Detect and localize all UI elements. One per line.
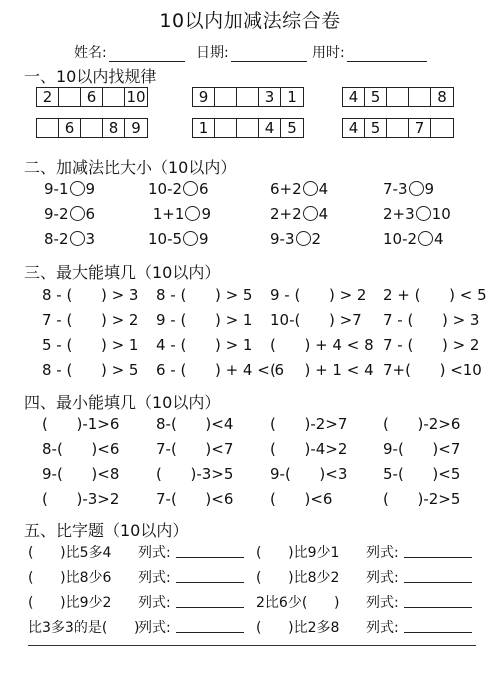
- min-fill-item[interactable]: 9-( )<3: [270, 465, 348, 483]
- section5-title: 五、比字题（10以内）: [24, 521, 189, 540]
- sequence-blank-cell[interactable]: [237, 119, 259, 137]
- min-fill-item[interactable]: ( )-2>7: [270, 415, 348, 433]
- compare-expression: 7-3: [383, 180, 408, 198]
- section1-title: 一、10以内找规律: [24, 67, 157, 86]
- compare-circle-blank[interactable]: [303, 206, 318, 221]
- compare-expression: 10-2: [383, 230, 418, 248]
- formula-blank[interactable]: [404, 582, 472, 583]
- compare-row: [0, 228, 500, 250]
- max-fill-item[interactable]: 6 - ( ) + 4 < 6: [156, 361, 285, 379]
- compare-circle-blank[interactable]: [70, 181, 85, 196]
- date-label: 日期:: [196, 45, 229, 61]
- compare-circle-blank[interactable]: [70, 206, 85, 221]
- compare-value: 4: [318, 180, 329, 198]
- min-fill-item[interactable]: 9-( )<8: [42, 465, 120, 483]
- min-fill-item[interactable]: ( )-3>5: [156, 465, 234, 483]
- sequence-number-cell: 8: [103, 119, 125, 137]
- sequence-blank-cell[interactable]: [215, 119, 237, 137]
- sequence-number-cell: 2: [37, 88, 59, 106]
- compare-expression: 2+2: [270, 205, 302, 223]
- min-fill-item[interactable]: 8-( )<6: [42, 440, 120, 458]
- sequence-number-cell: 9: [193, 88, 215, 106]
- max-fill-row: [0, 359, 500, 381]
- compare-circle-blank[interactable]: [185, 206, 200, 221]
- sequence-blank-cell[interactable]: [237, 88, 259, 106]
- compare-expression: 9-1: [44, 180, 69, 198]
- sequence-number-cell: 4: [259, 119, 281, 137]
- section2-title: 二、加减法比大小（10以内）: [24, 158, 237, 177]
- compare-item: [270, 203, 328, 225]
- sequence-number-cell: 4: [343, 88, 365, 106]
- compare-item: [270, 178, 328, 200]
- formula-label: 列式:: [138, 620, 171, 636]
- compare-circle-blank[interactable]: [303, 181, 318, 196]
- compare-item: [44, 203, 95, 225]
- formula-blank[interactable]: [404, 557, 472, 558]
- min-fill-row: [0, 488, 500, 510]
- max-fill-item[interactable]: 2 + ( ) < 5: [383, 286, 487, 304]
- word-problem-question[interactable]: ( )比8少6: [28, 570, 112, 586]
- compare-value: 3: [85, 230, 96, 248]
- compare-item: [148, 203, 211, 225]
- compare-expression: 6+2: [270, 180, 302, 198]
- compare-value: 9: [85, 180, 96, 198]
- sequence-boxes: [36, 118, 148, 138]
- sequence-boxes: [342, 118, 454, 138]
- sequence-boxes: [192, 118, 304, 138]
- compare-expression: 2+3: [383, 205, 415, 223]
- formula-label: 列式:: [138, 545, 171, 561]
- min-fill-item[interactable]: ( )<6: [270, 490, 333, 508]
- max-fill-item[interactable]: 5 - ( ) > 1: [42, 336, 139, 354]
- max-fill-item[interactable]: 9 - ( ) > 1: [156, 311, 253, 329]
- compare-expression: 8-2: [44, 230, 69, 248]
- min-fill-item[interactable]: 5-( )<5: [383, 465, 461, 483]
- word-problem-row: [0, 617, 500, 639]
- formula-blank[interactable]: [176, 607, 244, 608]
- min-fill-item[interactable]: 8-( )<4: [156, 415, 234, 433]
- formula-label: 列式:: [366, 620, 399, 636]
- formula-blank[interactable]: [404, 607, 472, 608]
- compare-expression: 1+1: [148, 205, 185, 223]
- sequence-number-cell: 5: [287, 119, 297, 137]
- sequence-blank-cell[interactable]: [59, 88, 81, 106]
- compare-expression: 9-2: [44, 205, 69, 223]
- section4-title: 四、最小能填几（10以内）: [24, 393, 221, 412]
- max-fill-row: [0, 309, 500, 331]
- min-fill-item[interactable]: ( )-2>5: [383, 490, 461, 508]
- compare-circle-blank[interactable]: [183, 181, 198, 196]
- compare-expression: 9-3: [270, 230, 295, 248]
- sequence-number-cell: 10: [126, 88, 146, 106]
- sequence-blank-cell[interactable]: [387, 88, 409, 106]
- max-fill-row: [0, 284, 500, 306]
- sequence-number-cell: 1: [193, 119, 215, 137]
- word-problem-question[interactable]: 2比6少( ): [256, 595, 340, 611]
- max-fill-item[interactable]: 10-( ) >7: [270, 311, 362, 329]
- compare-expression: 10-2: [148, 180, 183, 198]
- formula-label: 列式:: [366, 595, 399, 611]
- word-problem-row: [0, 542, 500, 564]
- min-fill-item[interactable]: 7-( )<7: [156, 440, 234, 458]
- name-label: 姓名:: [74, 45, 107, 61]
- compare-item: [383, 228, 444, 250]
- compare-item: [148, 228, 209, 250]
- compare-expression: 10-5: [148, 230, 183, 248]
- compare-value: 6: [199, 180, 209, 198]
- name-blank[interactable]: [109, 47, 185, 62]
- compare-circle-blank[interactable]: [409, 181, 424, 196]
- formula-label: 列式:: [138, 595, 171, 611]
- date-blank[interactable]: [231, 47, 307, 62]
- max-fill-item[interactable]: 7 - ( ) > 2: [383, 336, 480, 354]
- time-field: [312, 42, 427, 62]
- compare-circle-blank[interactable]: [183, 231, 198, 246]
- word-problem-row: [0, 592, 500, 614]
- sequence-number-cell: 6: [59, 119, 81, 137]
- compare-item: [148, 178, 209, 200]
- sequence-number-cell: 7: [409, 119, 431, 137]
- sequence-boxes: [192, 87, 304, 107]
- compare-circle-blank[interactable]: [418, 231, 433, 246]
- sequence-boxes: [36, 87, 148, 107]
- max-fill-item[interactable]: 8 - ( ) > 5: [42, 361, 139, 379]
- formula-blank[interactable]: [176, 582, 244, 583]
- sequence-number-cell: 4: [343, 119, 365, 137]
- sequence-blank-cell[interactable]: [409, 88, 431, 106]
- max-fill-item[interactable]: 7 - ( ) > 2: [42, 311, 139, 329]
- min-fill-item[interactable]: 7-( )<6: [156, 490, 234, 508]
- min-fill-row: [0, 438, 500, 460]
- sequence-blank-cell[interactable]: [81, 119, 103, 137]
- min-fill-row: [0, 463, 500, 485]
- word-problem-question[interactable]: ( )比2多8: [256, 620, 340, 636]
- min-fill-item[interactable]: 9-( )<7: [383, 440, 461, 458]
- compare-row: [0, 203, 500, 225]
- formula-blank[interactable]: [176, 557, 244, 558]
- max-fill-item[interactable]: ( ) + 4 < 8: [270, 336, 374, 354]
- formula-label: 列式:: [366, 570, 399, 586]
- max-fill-item[interactable]: 7+( ) <10: [383, 361, 482, 379]
- max-fill-row: [0, 334, 500, 356]
- date-field: [196, 42, 307, 62]
- max-fill-item[interactable]: 8 - ( ) > 3: [42, 286, 139, 304]
- compare-value: 4: [434, 230, 444, 248]
- compare-value: 9: [199, 230, 209, 248]
- compare-value: 10: [431, 205, 451, 223]
- min-fill-item[interactable]: ( )-4>2: [270, 440, 348, 458]
- word-problem-row: [0, 567, 500, 589]
- min-fill-row: [0, 413, 500, 435]
- min-fill-item[interactable]: ( )-3>2: [42, 490, 120, 508]
- compare-value: 9: [424, 180, 435, 198]
- compare-value: 9: [201, 205, 211, 223]
- sequence-blank-cell[interactable]: [387, 119, 409, 137]
- time-blank[interactable]: [347, 47, 427, 62]
- sequence-row: [0, 87, 500, 107]
- max-fill-item[interactable]: ( ) + 1 < 4: [270, 361, 374, 379]
- formula-label: 列式:: [366, 545, 399, 561]
- min-fill-item[interactable]: ( )-1>6: [42, 415, 120, 433]
- name-field: [74, 42, 185, 62]
- worksheet-title: 10以内加减法综合卷: [159, 10, 341, 32]
- formula-label: 列式:: [138, 570, 171, 586]
- compare-circle-blank[interactable]: [296, 231, 311, 246]
- sequence-number-cell: 3: [259, 88, 281, 106]
- word-problem-question[interactable]: ( )比8少2: [256, 570, 340, 586]
- time-label: 用时:: [312, 45, 345, 61]
- max-fill-item[interactable]: 8 - ( ) > 5: [156, 286, 253, 304]
- sequence-blank-cell[interactable]: [431, 119, 453, 137]
- word-problem-question[interactable]: ( )比9少2: [28, 595, 112, 611]
- word-problem-question[interactable]: ( )比9少1: [256, 545, 340, 561]
- max-fill-item[interactable]: 7 - ( ) > 3: [383, 311, 480, 329]
- max-fill-item[interactable]: 4 - ( ) > 1: [156, 336, 253, 354]
- compare-circle-blank[interactable]: [70, 231, 85, 246]
- compare-circle-blank[interactable]: [416, 206, 431, 221]
- sequence-number-cell: 9: [131, 119, 141, 137]
- sequence-number-cell: 1: [287, 88, 297, 106]
- formula-blank[interactable]: [404, 632, 472, 633]
- sequence-row: [0, 118, 500, 138]
- compare-item: [44, 228, 95, 250]
- word-problem-question[interactable]: 比3多3的是( ): [28, 620, 140, 636]
- min-fill-item[interactable]: ( )-2>6: [383, 415, 461, 433]
- sequence-number-cell: 6: [81, 88, 103, 106]
- sequence-blank-cell[interactable]: [103, 88, 125, 106]
- compare-value: 6: [85, 205, 96, 223]
- formula-blank[interactable]: [176, 632, 244, 633]
- compare-item: [383, 203, 451, 225]
- sequence-boxes: [342, 87, 454, 107]
- compare-item: [383, 178, 434, 200]
- sequence-blank-cell[interactable]: [37, 119, 59, 137]
- sequence-blank-cell[interactable]: [215, 88, 237, 106]
- compare-value: 2: [311, 230, 322, 248]
- compare-item: [270, 228, 321, 250]
- sequence-number-cell: 5: [365, 88, 387, 106]
- word-problem-question[interactable]: ( )比5多4: [28, 545, 112, 561]
- bottom-rule: [28, 645, 476, 646]
- sequence-number-cell: 8: [437, 88, 447, 106]
- compare-value: 4: [318, 205, 329, 223]
- max-fill-item[interactable]: 9 - ( ) > 2: [270, 286, 367, 304]
- sequence-number-cell: 5: [365, 119, 387, 137]
- compare-row: [0, 178, 500, 200]
- section3-title: 三、最大能填几（10以内）: [24, 263, 221, 282]
- compare-item: [44, 178, 95, 200]
